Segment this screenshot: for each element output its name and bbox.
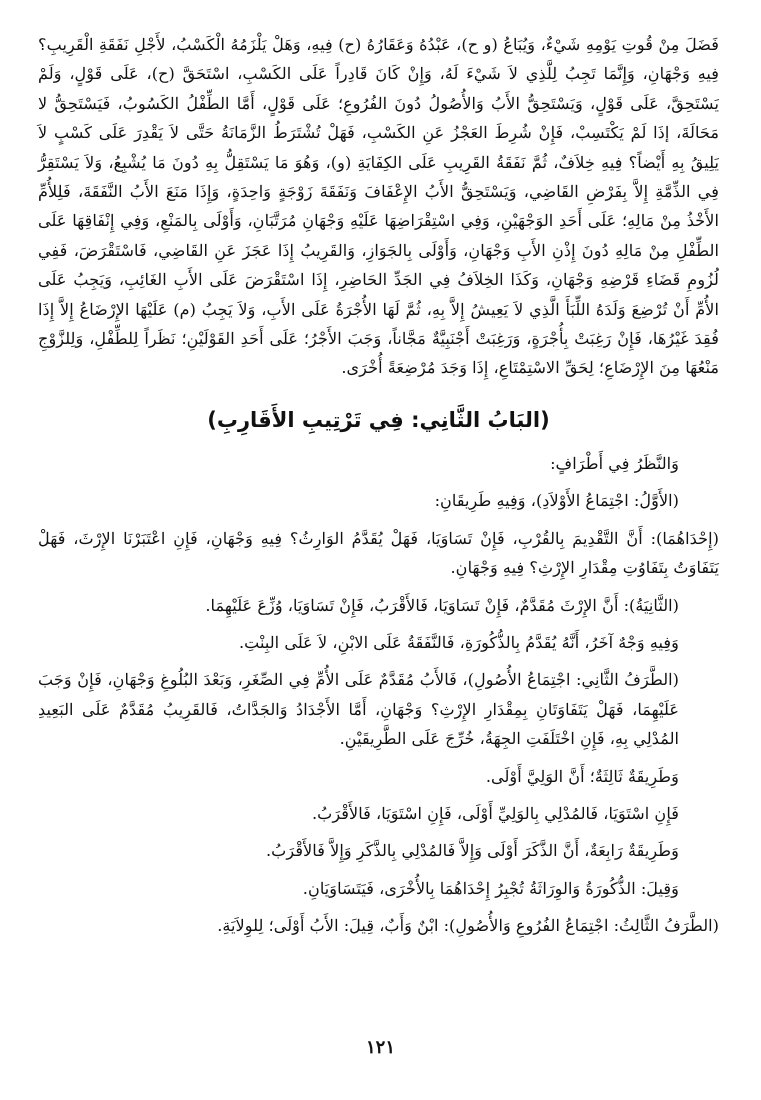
text-line: وَطَرِيقَةٌ ثَالِثَةٌ؛ أَنَّ الوَلِيَّ أَوْلَى. xyxy=(485,766,679,786)
text-line: وَطَرِيقَةٌ رَابِعَةٌ، أَنَّ الذَّكَرَ أَوْلَى وَإِلاَّ فَالمُدْلِي بِالذَّكَرِ وَإِلاَّ فَالأَقْرَبُ. xyxy=(266,841,679,861)
text-line: (الطَّرَفُ الثَّالِثُ: اجْتِمَاعُ الفُرُوعِ وَالأُصُولِ): ابْنٌ وَأَبٌ، قِيلَ: الأَبُ أَوْلَى؛ لِلوِلاَيَةِ. xyxy=(217,916,719,936)
text-line: (الطَّرَفُ الثَّانِي: اجْتِمَاعُ الأُصُولِ)، فَالأَبُ مُقَدَّمٌ عَلَى الأُمِّ فِي الصِّغَرِ، وَبَعْدَ البُلُوغِ وَجْهَانِ، فَإِنْ وَجَبَ عَلَيْهِمَا، فَهَلْ يَتَفَاوَتَانِ بِمِقْدَارِ الإِرْثِ؟ وَجْهَانِ، أَمَّا الأَجْدَادُ وَالجَدَّاتُ، فَالقَرِيبُ مُقَدَّمٌ عَلَى البَعِيدِ المُدْلِي بِهِ، فَإِنِ اخْتَلَفَتِ الجِهَةُ، خُرِّجَ عَلَى الطَّرِيقَيْنِ. xyxy=(38,670,679,749)
chapter-title: (البَابُ الثَّانِي: فِي تَرْتِيبِ الأَقَارِبِ) xyxy=(207,407,550,432)
text-line: (الثَّانِيَةُ): أَنَّ الإِرْثَ مُقَدَّمٌ، فَإِنْ تَسَاوَيَا، فَالأَقْرَبُ، فَإِنْ تَسَاوَيَا، وُزِّعَ عَلَيْهِمَا. xyxy=(205,595,679,615)
text-line: (إِحْدَاهُمَا): أَنَّ التَّقْدِيمَ بِالقُرْبِ، فَإِنْ تَسَاوَيَا، فَهَلْ يُقَدَّمُ الوَارِثُ؟ فِيهِ وَجْهَانِ، فَإِنِ اعْتَبَرْنَا الإِرْثَ، فَهَلْ يَتَفَاوَتُ بِتَفَاوُتِ مِقْدَارِ الإِرْثِ؟ فِيهِ وَجْهَانِ. xyxy=(38,528,719,578)
text-line: وَفِيهِ وَجْهٌ آخَرُ، أَنَّهُ يُقَدَّمُ بِالذُّكُورَةِ، فَالنَّفَقَةُ عَلَى الابْنِ، لاَ عَلَى البِنْتِ. xyxy=(238,632,679,652)
text-line: وَالنَّظَرُ فِي أَطْرَافٍ: xyxy=(550,453,679,473)
text-line: فَإِنِ اسْتَوَيَا، فَالمُدْلِي بِالوَلِيِّ أَوْلَى، فَإِنِ اسْتَوَيَا، فَالأَقْرَبُ. xyxy=(311,803,679,823)
text-line: وَقِيلَ: الذُّكُورَةُ وَالوِرَاثَةُ تُجْبِرُ إِحْدَاهُمَا بِالأُخْرَى، فَيَتَسَاوَيَانِ. xyxy=(302,878,679,898)
text-line: (الأَوَّلُ: اجْتِمَاعُ الأَوْلاَدِ)، وَفِيهِ طَرِيقَانِ: xyxy=(434,491,679,511)
page-number: ١٢١ xyxy=(365,1037,395,1058)
top-paragraph: فَضَلَ مِنْ قُوتِ يَوْمِهِ شَيْءٌ، وَيُبَاعُ (و ح)، عَبْدُهُ وَعَقَارُهُ (ح) فِيهِ، وَهَلْ يَلْزَمُهُ الْكَسْبُ، لأَجْلِ نَفَقَةِ الْقَرِيبِ؟ فِيهِ وَجْهَانِ، وَإِنَّمَا تَجِبُ لِلَّذِي لاَ شَيْءَ لَهُ، وَإِنْ كَانَ قَادِراً عَلَى الكَسْبِ، اسْتَحَقَّ (ح)، عَلَى قَوْلٍ، وَلَمْ يَسْتَحِقَّ، عَلَى قَوْلٍ، وَيَسْتَحِقُّ الأَبُ وَالأُصُولُ دُونَ الفُرُوعِ؛ عَلَى قَوْلٍ، أَمَّا الطِّفْلُ الكَسُوبُ، فَيَسْتَحِقُّ لا مَحَالَةَ، إذَا لَمْ يَكْتَسِبْ، فَإِنْ شُرِطَ العَجْزُ عَنِ الكَسْبِ، فَهَلْ تُشْتَرَطُ الزَّمَانَةُ حَتَّى لاَ يَقْدِرَ عَلَى كَسْبٍ لاَ يَلِيقُ بِهِ أَيْضاً؟ فِيهِ خِلاَفٌ، ثُمَّ نَفَقَةُ القَرِيبِ عَلَى الكِفَايَةِ (و)، وَهُوَ مَا يَسْتَقِلُّ بِهِ دُونَ مَا يُشْبِعُ، وَلاَ يَسْتَقِرُّ فِي الذِّمَّةِ إِلاَّ بِفَرْضِ القَاضِي، وَيَسْتَحِقُّ الأَبُ الإِعْفَافَ وَنَفَقَةَ زَوْجَةٍ وَاحِدَةٍ، وَإِذَا مَنَعَ الأَبُ النَّفَقَةَ، فَلِلأُمِّ الأَخْذُ مِنْ مَالِهِ؛ عَلَى أَحَدِ الوَجْهَيْنِ، وَفِي اسْتِقْرَاضِهَا عَلَيْهِ وَجْهَانِ مُرَتَّبَانِ، وَأَوْلَى بِالمَنْعِ، وَفِي إِنْفَاقِهَا عَلَى الطِّفْلِ مِنْ مَالِهِ دُونَ إِذْنِ الأَبِ وَجْهَانِ، وَأَوْلَى بِالجَوَازِ، وَالقَرِيبُ إِذَا عَجَزَ عَنِ القَاضِي، فَاسْتَقْرَضَ، فَفِي لُزُومِ قَضَاءِ قَرْضِهِ وَجْهَانِ، وَكَذَا الخِلاَفُ فِي الجَدِّ الحَاضِرِ، إِذَا اسْتَقْرَضَ عَلَى الأَبِ الغَائِبِ، وَيَجِبُ عَلَى الأُمِّ أَنْ تُرْضِعَ وَلَدَهُ اللِّبَأَ الَّذِي لاَ يَعِيشُ إِلاَّ بِهِ، ثُمَّ لَهَا الأُجْرَةُ عَلَى الأَبِ، وَلاَ يَجِبُ (م) عَلَيْهَا الإِرْضَاعُ إِلاَّ إِذَا فُقِدَ غَيْرُهَا، فَإِنْ رَغِبَتْ بِأُجْرَةٍ، وَرَغِبَتْ أَجْنَبِيَّةٌ مَجَّاناً، وَجَبَ الأَجْرُ؛ عَلَى أَحَدِ القَوْلَيْنِ؛ نَظَراً لِلطِّفْلِ، وَلِلزَّوْجِ مَنْعُهَا مِنَ الإِرْضَاعِ؛ لِحَقِّ الاسْتِمْتَاعِ، إِذَا وَجَدَ مُرْضِعَةً أُخْرَى. xyxy=(38,35,719,378)
chapter-body xyxy=(38,449,719,941)
